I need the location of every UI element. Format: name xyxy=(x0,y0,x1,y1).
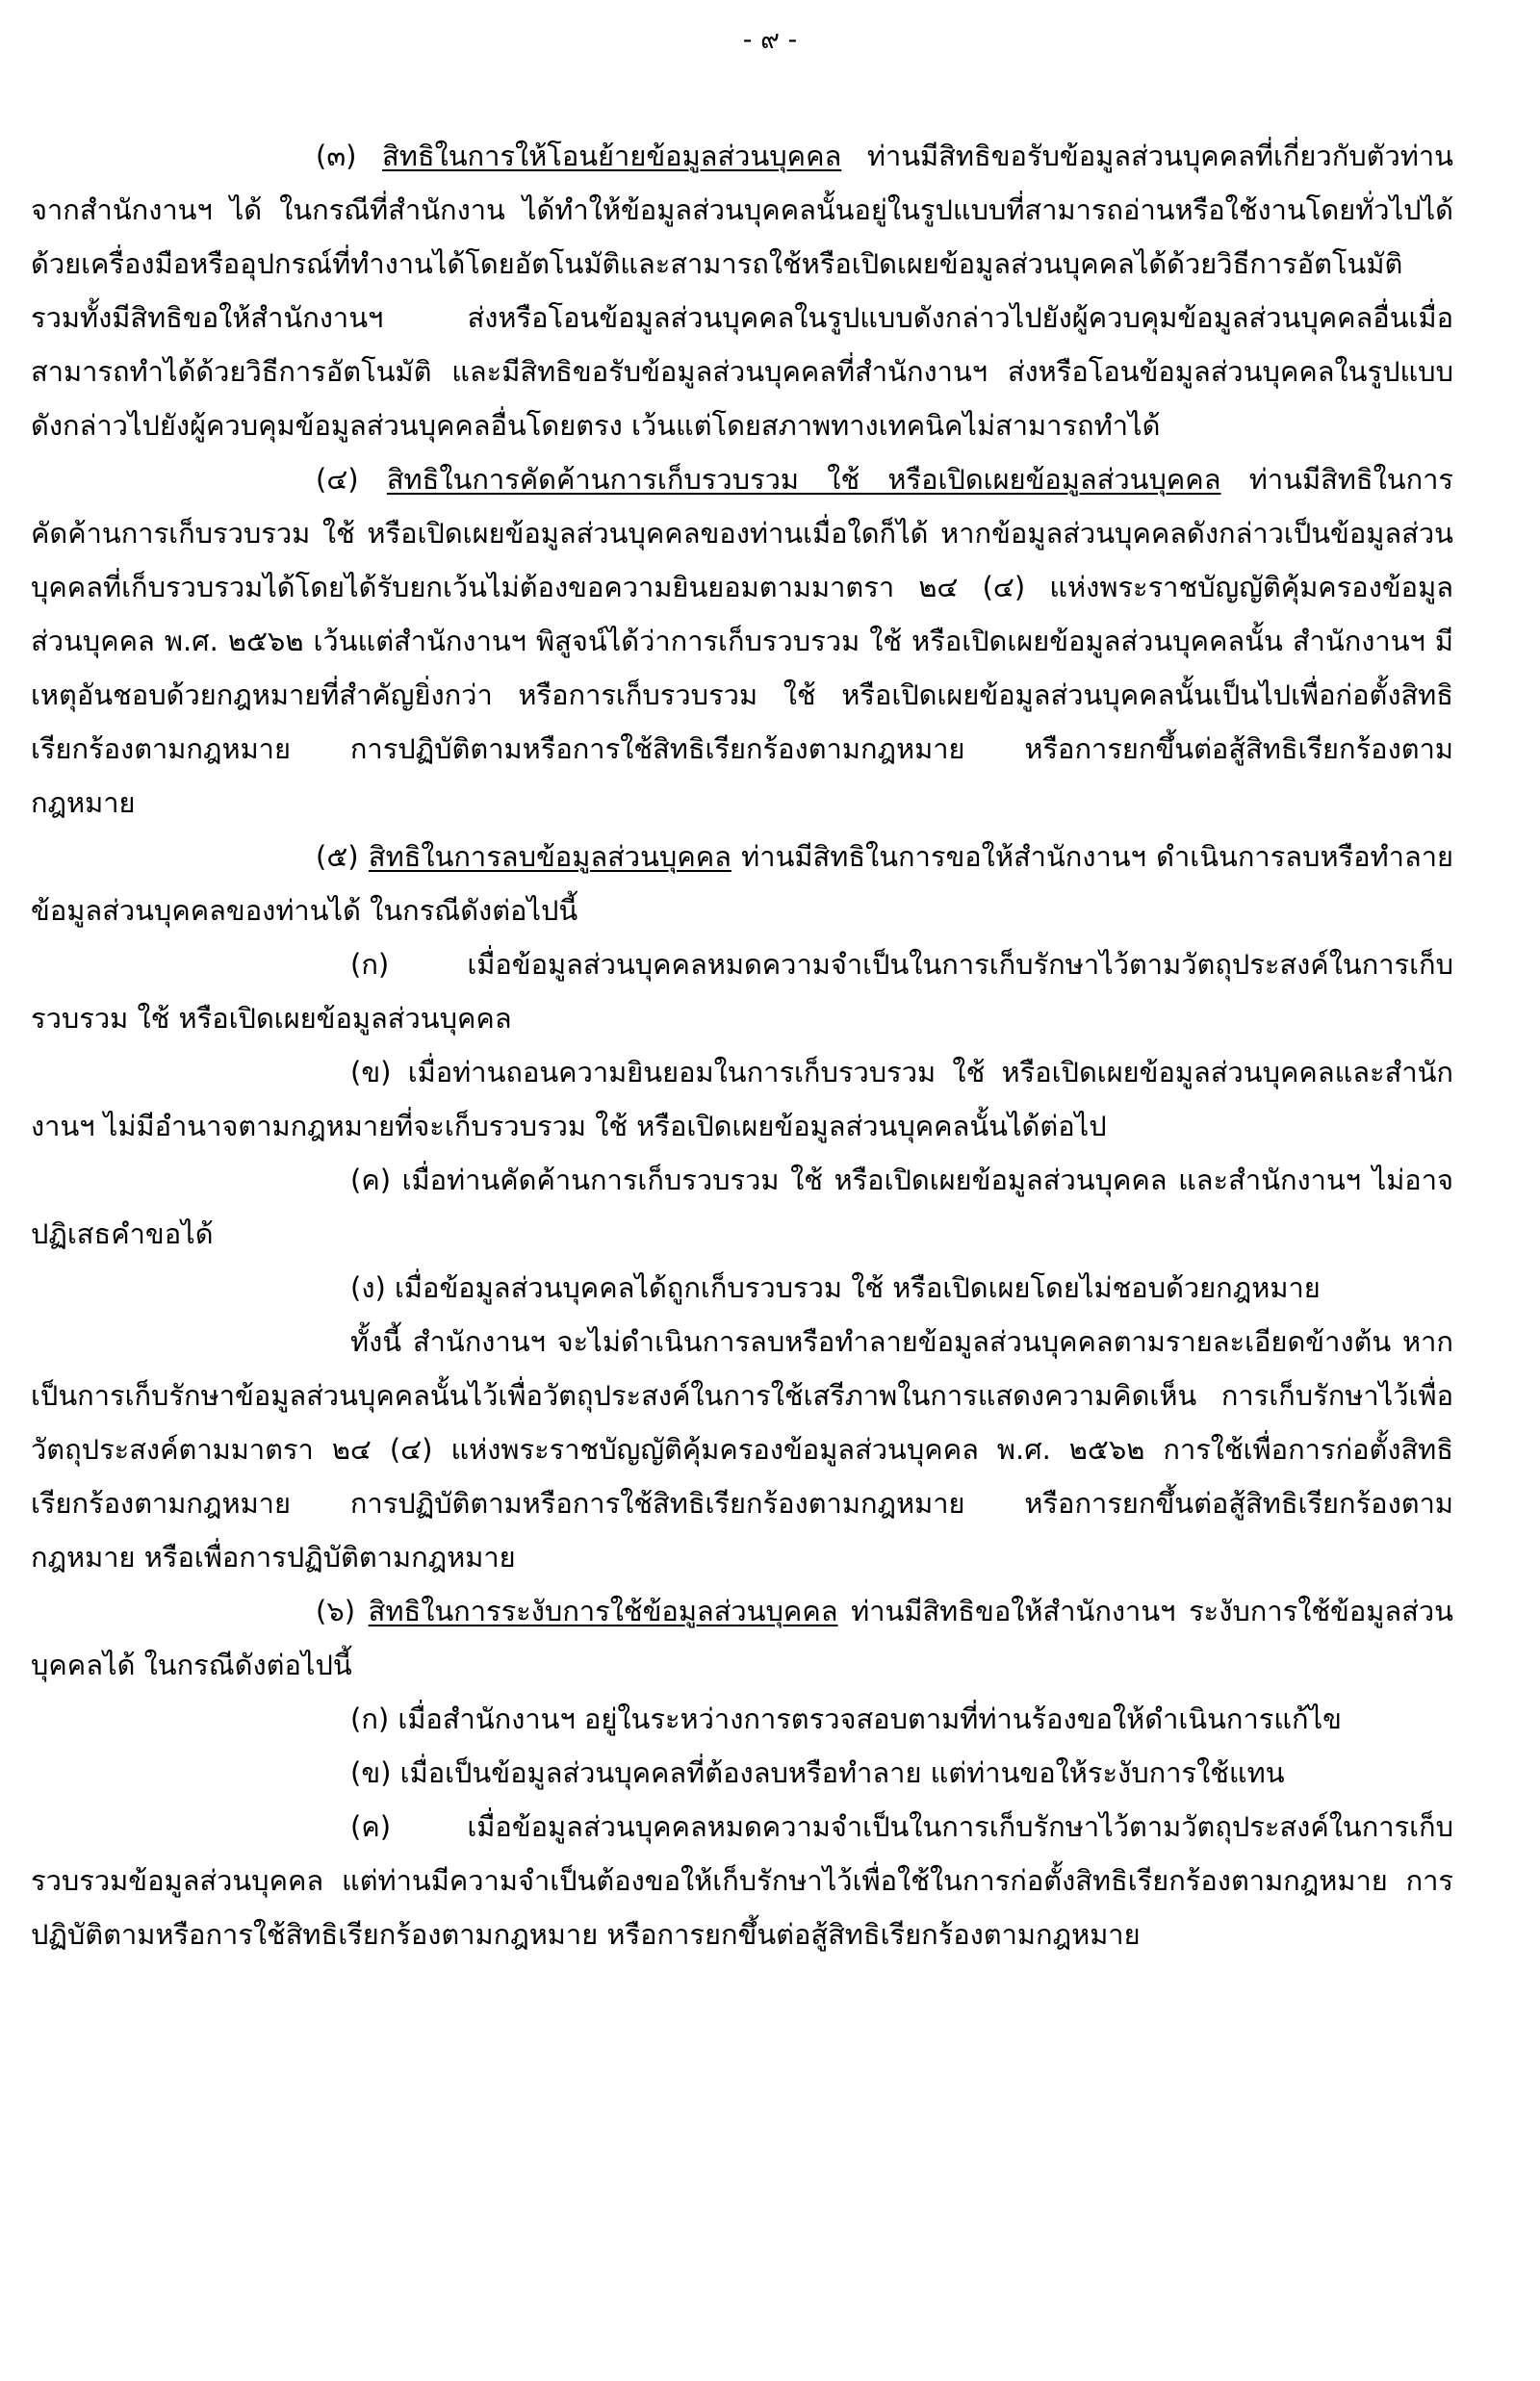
section-5-item-b: (ข) เมื่อท่านถอนความยินยอมในการเก็บรวบรวม ใช้ หรือเปิดเผยข้อมูลส่วนบุคคลและสำนักงานฯ ไม่มีอำนาจตามกฎหมายที่จะเก็บรวบรวม ใช้ หรือเปิดเผยข้อมูลส่วนบุคคลนั้นได้ต่อไป xyxy=(31,1056,1453,1142)
section-4-paragraph xyxy=(31,452,1453,830)
section-5-item-d: (ง) เมื่อข้อมูลส่วนบุคคลได้ถูกเก็บรวบรวม ใช้ หรือเปิดเผยโดยไม่ชอบด้วยกฎหมาย xyxy=(350,1271,1321,1304)
page-number: - ๙ - xyxy=(742,25,798,55)
section-5-item-a: (ก) เมื่อข้อมูลส่วนบุคคลหมดความจำเป็นในการเก็บรักษาไว้ตามวัตถุประสงค์ในการเก็บรวบรวม ใช้ หรือเปิดเผยข้อมูลส่วนบุคคล xyxy=(31,948,1453,1035)
section-5-paragraph xyxy=(31,830,1453,937)
section-5-heading: สิทธิในการลบข้อมูลส่วนบุคคล xyxy=(368,840,732,873)
section-6-item-a: (ก) เมื่อสำนักงานฯ อยู่ในระหว่างการตรวจสอบตามที่ท่านร้องขอให้ดำเนินการแก้ไข xyxy=(350,1703,1343,1735)
section-6-paragraph xyxy=(31,1584,1453,1692)
section-6-number: (๖) xyxy=(316,1595,369,1627)
document-body xyxy=(31,129,1453,1961)
section-3-paragraph xyxy=(31,129,1453,452)
section-5-note: ทั้งนี้ สำนักงานฯ จะไม่ดำเนินการลบหรือทำลายข้อมูลส่วนบุคคลตามรายละเอียดข้างต้น หากเป็นการเก็บรักษาข้อมูลส่วนบุคคลนั้นไว้เพื่อวัตถุประสงค์ในการใช้เสรีภาพในการแสดงความคิดเห็น การเก็บรักษาไว้เพื่อวัตถุประสงค์ตามมาตรา ๒๔ (๔) แห่งพระราชบัญญัติคุ้มครองข้อมูลส่วนบุคคล พ.ศ. ๒๕๖๒ การใช้เพื่อการก่อตั้งสิทธิเรียกร้องตามกฎหมาย การปฏิบัติตามหรือการใช้สิทธิเรียกร้องตามกฎหมาย หรือการยกขึ้นต่อสู้สิทธิเรียกร้องตามกฎหมาย หรือเพื่อการปฏิบัติตามกฎหมาย xyxy=(31,1325,1453,1574)
section-6-item-b: (ข) เมื่อเป็นข้อมูลส่วนบุคคลที่ต้องลบหรือทำลาย แต่ท่านขอให้ระงับการใช้แทน xyxy=(350,1756,1285,1789)
section-4-text: ท่านมีสิทธิในการคัดค้านการเก็บรวบรวม ใช้ หรือเปิดเผยข้อมูลส่วนบุคคลของท่านเมื่อใดก็ได้ หากข้อมูลส่วนบุคคลดังกล่าวเป็นข้อมูลส่วนบุคคลที่เก็บรวบรวมได้โดยได้รับยกเว้นไม่ต้องขอความยินยอมตามมาตรา ๒๔ (๔) แห่งพระราชบัญญัติคุ้มครองข้อมูลส่วนบุคคล พ.ศ. ๒๕๖๒ เว้นแต่สำนักงานฯ พิสูจน์ได้ว่าการเก็บรวบรวม ใช้ หรือเปิดเผยข้อมูลส่วนบุคคลนั้น สำนักงานฯ มีเหตุอันชอบด้วยกฎหมายที่สำคัญยิ่งกว่า หรือการเก็บรวบรวม ใช้ หรือเปิดเผยข้อมูลส่วนบุคคลนั้นเป็นไปเพื่อก่อตั้งสิทธิเรียกร้องตามกฎหมาย การปฏิบัติตามหรือการใช้สิทธิเรียกร้องตามกฎหมาย หรือการยกขึ้นต่อสู้สิทธิเรียกร้องตามกฎหมาย xyxy=(31,463,1454,819)
section-3-number: (๓) xyxy=(316,140,383,172)
section-4-number: (๔) xyxy=(316,463,387,496)
section-3-text: ท่านมีสิทธิขอรับข้อมูลส่วนบุคคลที่เกี่ยวกับตัวท่านจากสำนักงานฯ ได้ ในกรณีที่สำนักงาน ได้ทำให้ข้อมูลส่วนบุคคลนั้นอยู่ในรูปแบบที่สามารถอ่านหรือใช้งานโดยทั่วไปได้ด้วยเครื่องมือหรืออุปกรณ์ที่ทำงานได้โดยอัตโนมัติและสามารถใช้หรือเปิดเผยข้อมูลส่วนบุคคลได้ด้วยวิธีการอัตโนมัติ รวมทั้งมีสิทธิขอให้สำนักงานฯ ส่งหรือโอนข้อมูลส่วนบุคคลในรูปแบบดังกล่าวไปยังผู้ควบคุมข้อมูลส่วนบุคคลอื่นเมื่อสามารถทำได้ด้วยวิธีการอัตโนมัติ และมีสิทธิขอรับข้อมูลส่วนบุคคลที่สำนักงานฯ ส่งหรือโอนข้อมูลส่วนบุคคลในรูปแบบดังกล่าวไปยังผู้ควบคุมข้อมูลส่วนบุคคลอื่นโดยตรง เว้นแต่โดยสภาพทางเทคนิคไม่สามารถทำได้ xyxy=(31,140,1454,442)
section-6-heading: สิทธิในการระงับการใช้ข้อมูลส่วนบุคคล xyxy=(368,1595,838,1627)
section-4-heading: สิทธิในการคัดค้านการเก็บรวบรวม ใช้ หรือเปิดเผยข้อมูลส่วนบุคคล xyxy=(386,463,1221,496)
section-5-number: (๕) xyxy=(316,840,369,873)
section-5-item-c: (ค) เมื่อท่านคัดค้านการเก็บรวบรวม ใช้ หรือเปิดเผยข้อมูลส่วนบุคคล และสำนักงานฯ ไม่อาจปฏิเสธคำขอได้ xyxy=(31,1164,1453,1250)
section-5-text: ท่านมีสิทธิในการขอให้สำนักงานฯ ดำเนินการลบหรือทำลายข้อมูลส่วนบุคคลของท่านได้ ในกรณีดังต่อไปนี้ xyxy=(31,840,1454,927)
section-6-item-c: (ค) เมื่อข้อมูลส่วนบุคคลหมดความจำเป็นในการเก็บรักษาไว้ตามวัตถุประสงค์ในการเก็บรวบรวมข้อมูลส่วนบุคคล แต่ท่านมีความจำเป็นต้องขอให้เก็บรักษาไว้เพื่อใช้ในการก่อตั้งสิทธิเรียกร้องตามกฎหมาย การปฏิบัติตามหรือการใช้สิทธิเรียกร้องตามกฎหมาย หรือการยกขึ้นต่อสู้สิทธิเรียกร้องตามกฎหมาย xyxy=(31,1810,1453,1951)
section-3-heading: สิทธิในการให้โอนย้ายข้อมูลส่วนบุคคล xyxy=(382,140,842,172)
section-6-text: ท่านมีสิทธิขอให้สำนักงานฯ ระงับการใช้ข้อมูลส่วนบุคคลได้ ในกรณีดังต่อไปนี้ xyxy=(31,1595,1453,1681)
